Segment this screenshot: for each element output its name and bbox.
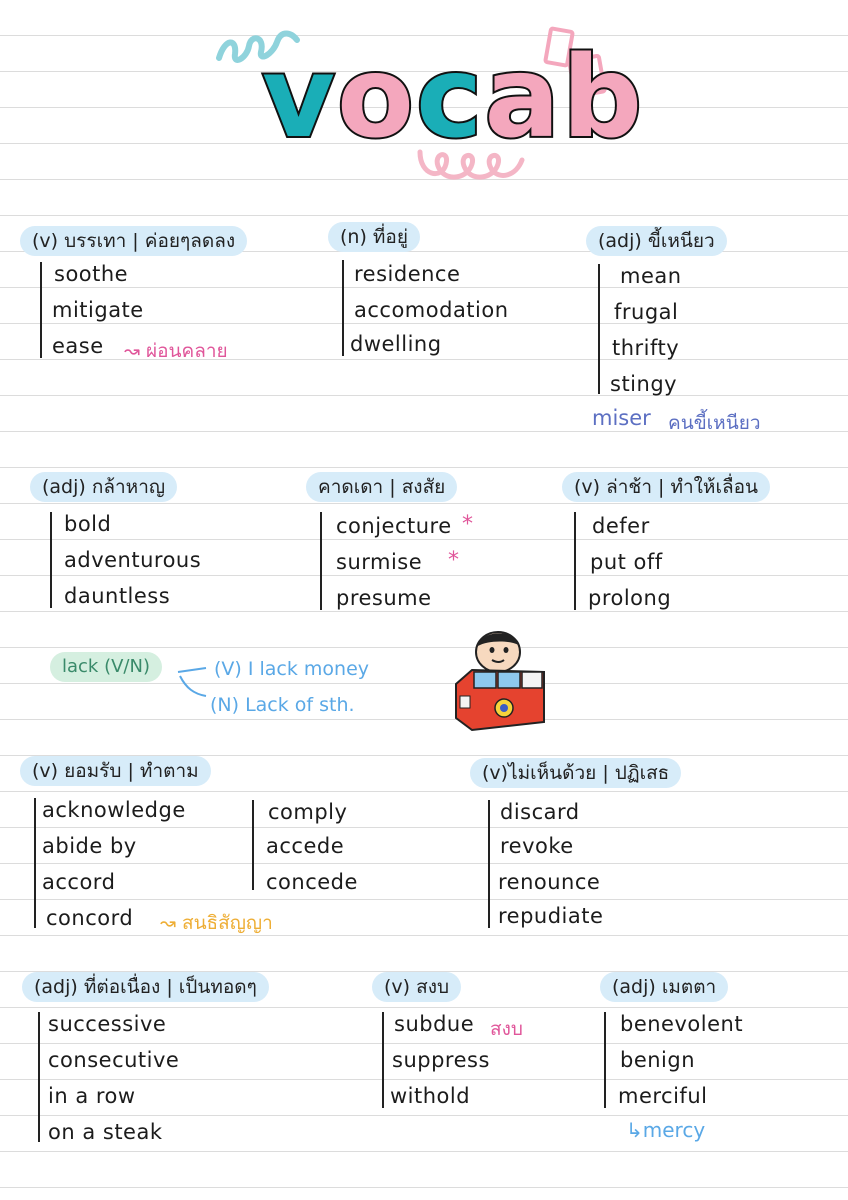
bracket-line	[38, 1012, 40, 1142]
vocab-word: ease	[52, 334, 104, 358]
vocab-word: discard	[500, 800, 580, 824]
vocab-word: accord	[42, 870, 116, 894]
vocab-word: renounce	[498, 870, 601, 894]
translation-note	[626, 1118, 705, 1142]
group-header: (adj) เมตตา	[600, 972, 728, 1002]
vocab-word: withold	[390, 1084, 471, 1108]
vocab-word: residence	[354, 262, 461, 286]
group-header: (v) ล่าช้า | ทำให้เลื่อน	[562, 472, 770, 502]
vocab-word: surmise	[336, 550, 423, 574]
vocab-word: conjecture	[336, 514, 452, 538]
arrow-icon: ↝	[160, 912, 182, 934]
vocab-word: dauntless	[64, 584, 171, 608]
vocab-word: adventurous	[64, 548, 202, 572]
vocab-word: thrifty	[612, 336, 680, 360]
vocab-word: presume	[336, 586, 432, 610]
bracket-line	[604, 1012, 606, 1108]
lack-label: lack (V/N)	[50, 652, 162, 682]
lack-example-verb: (V) I lack money	[214, 658, 370, 680]
vocab-word: consecutive	[48, 1048, 180, 1072]
title-letter: v	[262, 33, 338, 163]
arrow-icon: ↳	[626, 1118, 643, 1142]
bracket-line	[34, 798, 36, 928]
vocab-word: abide by	[42, 834, 137, 858]
branch-lines-icon	[176, 660, 212, 702]
vocab-word: frugal	[614, 300, 679, 324]
group-header: (adj) ที่ต่อเนื่อง | เป็นทอดๆ	[22, 972, 269, 1002]
title-letter: a	[484, 33, 562, 163]
translation-note	[124, 336, 228, 366]
vocab-word: benign	[620, 1048, 696, 1072]
vocab-word: soothe	[54, 262, 129, 286]
page-title	[262, 33, 645, 163]
vocab-word: subdue	[394, 1012, 475, 1036]
vocab-word: prolong	[588, 586, 672, 610]
group-header: (adj) ขี้เหนียว	[586, 226, 727, 256]
group-header: (adj) กล้าหาญ	[30, 472, 177, 502]
vocab-word: successive	[48, 1012, 167, 1036]
vocab-word: defer	[592, 514, 650, 538]
note-text: ผ่อนคลาย	[145, 340, 228, 362]
vocab-word: bold	[64, 512, 112, 536]
group-header: (v) สงบ	[372, 972, 461, 1002]
bracket-line	[50, 512, 52, 608]
arrow-icon: ↝	[124, 340, 146, 362]
vocab-word: mitigate	[52, 298, 144, 322]
vocab-word: concord	[46, 906, 134, 930]
vocab-word: benevolent	[620, 1012, 744, 1036]
group-header: คาดเดา | สงสัย	[306, 472, 457, 502]
vocab-word: mean	[620, 264, 682, 288]
vocab-word: dwelling	[350, 332, 442, 356]
note-word: miser	[592, 406, 651, 430]
cartoon-boy-in-box-icon	[452, 626, 548, 736]
vocab-word: in a row	[48, 1084, 136, 1108]
vocab-word: comply	[268, 800, 348, 824]
bracket-line	[574, 512, 576, 610]
bracket-line	[40, 262, 42, 358]
bracket-line	[598, 264, 600, 394]
lack-example-noun: (N) Lack of sth.	[210, 694, 355, 716]
star-icon: *	[448, 548, 459, 573]
vocab-word: concede	[266, 870, 358, 894]
note-text: mercy	[642, 1118, 706, 1142]
vocab-word: put off	[590, 550, 663, 574]
vocab-word: stingy	[610, 372, 678, 396]
vocab-word: revoke	[500, 834, 574, 858]
note-text: สนธิสัญญา	[181, 912, 273, 934]
translation-note: คนขี้เหนียว	[668, 412, 761, 434]
vocab-word: accomodation	[354, 298, 509, 322]
vocab-word: on a steak	[48, 1120, 163, 1144]
title-letter: o	[337, 33, 416, 163]
bracket-line	[252, 800, 254, 890]
vocab-word: accede	[266, 834, 345, 858]
vocab-word: repudiate	[498, 904, 604, 928]
group-header: (v)ไม่เห็นด้วย | ปฏิเสธ	[470, 758, 681, 788]
translation-note	[160, 908, 273, 938]
group-header: (v) ยอมรับ | ทำตาม	[20, 756, 211, 786]
vocab-word: suppress	[392, 1048, 490, 1072]
bracket-line	[382, 1012, 384, 1108]
bracket-line	[342, 260, 344, 356]
star-icon: *	[462, 512, 473, 537]
bracket-line	[320, 512, 322, 610]
group-header: (v) บรรเทา | ค่อยๆลดลง	[20, 226, 247, 256]
title-letter: c	[415, 33, 485, 163]
group-header: (n) ที่อยู่	[328, 222, 420, 252]
title-letter: b	[561, 33, 645, 163]
vocab-word: merciful	[618, 1084, 708, 1108]
bracket-line	[488, 800, 490, 928]
vocab-word: acknowledge	[42, 798, 186, 822]
translation-note: สงบ	[490, 1018, 523, 1040]
